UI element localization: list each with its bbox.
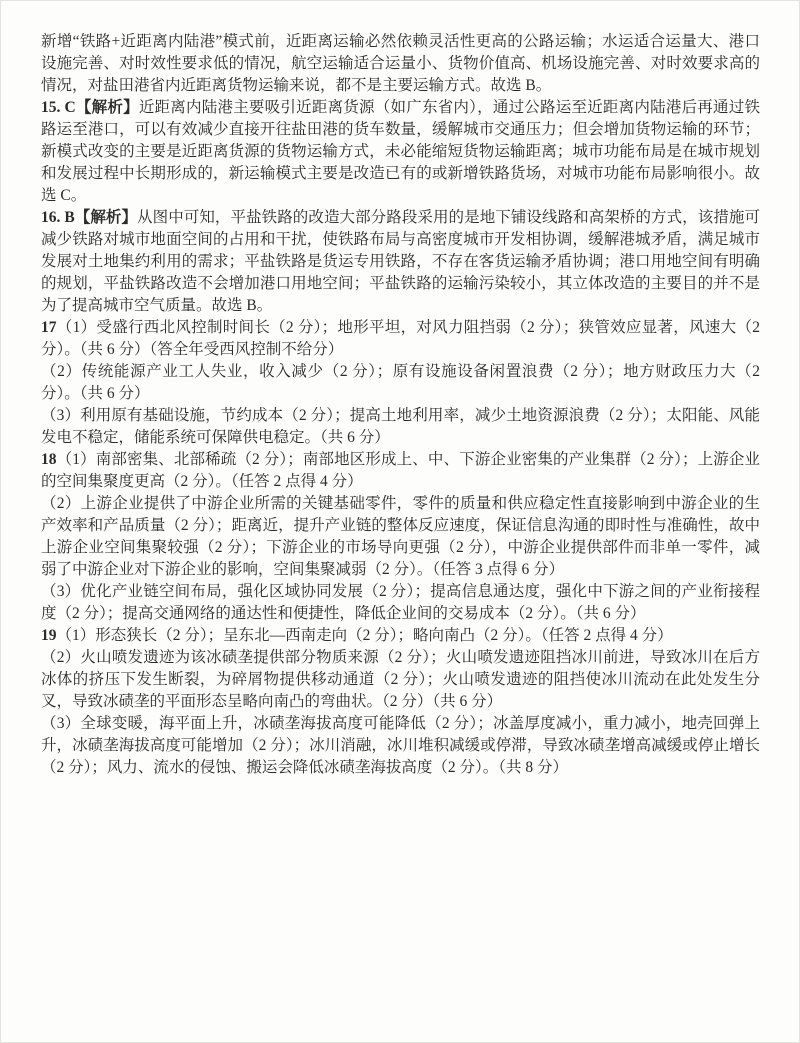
answer-text: 从图中可知，平盐铁路的改造大部分路段采用的是地下铺设线路和高架桥的方式，该措施可减少铁路对城市地面空间的占用和干扰，使铁路布局与高密度城市开发相协调，缓解港城矛盾，满足城市发展对土地集约利用的需求；平盐铁路是货运专用铁路，不存在客货运输矛盾协调；港口用地空间有明确的规划，平盐铁路改造不会增加港口用地空间；平盐铁路的运输污染较小，其立体改造的主要目的并不是为了提高城市空气质量。故选 B。 bbox=[41, 209, 760, 314]
answer-paragraph bbox=[41, 493, 760, 581]
answer-paragraph bbox=[41, 97, 760, 207]
answer-text: （3）全球变暖，海平面上升，冰碛垄海拔高度可能降低（2 分）；冰盖厚度减小，重力减小，地壳回弹上升，冰碛垄海拔高度可能增加（2 分）；冰川消融，冰川堆积减缓或停滞，导致冰碛垄增高减缓或停止增长（2 分）；风力、流水的侵蚀、搬运会降低冰碛垄海拔高度（2 分）。（共 8 分） bbox=[41, 715, 760, 776]
answer-text: 新增“铁路+近距离内陆港”模式前，近距离运输必然依赖灵活性更高的公路运输；水运适合运量大、港口设施完善、对时效性要求低的情况，航空运输适合运量小、货物价值高、机场设施完善、对时效要求高的情况，对盐田港省内近距离货物运输来说，都不是主要运输方式。故选 B。 bbox=[41, 33, 760, 94]
answer-paragraph bbox=[41, 449, 760, 493]
answer-number: 18 bbox=[41, 451, 57, 468]
answer-number: 17 bbox=[41, 319, 57, 336]
answer-number: 19 bbox=[41, 627, 57, 644]
answer-key-content bbox=[1, 1, 799, 779]
answer-text: （1）南部密集、北部稀疏（2 分）；南部地区形成上、中、下游企业密集的产业集群（2 分）；上游企业的空间集聚度更高（2 分）。（任答 2 点得 4 分） bbox=[41, 451, 760, 490]
answer-paragraph bbox=[41, 713, 760, 779]
answer-number: 16. B【解析】 bbox=[41, 209, 138, 226]
answer-text: （2）传统能源产业工人失业，收入减少（2 分）；原有设施设备闲置浪费（2 分）；地方财政压力大（2 分）。（共 6 分） bbox=[41, 363, 760, 402]
answer-paragraph bbox=[41, 581, 760, 625]
answer-paragraph bbox=[41, 405, 760, 449]
answer-text: （2）火山喷发遗迹为该冰碛垄提供部分物质来源（2 分）；火山喷发遗迹阻挡冰川前进，导致冰川在后方冰体的挤压下发生断裂，为碎屑物提供移动通道（2 分）；火山喷发遗迹的阻挡使冰川流动在此处发生分叉，导致冰碛垄的平面形态呈略向南凸的弯曲状。（2 分）（共 6 分） bbox=[41, 649, 760, 710]
answer-paragraph bbox=[41, 317, 760, 361]
answer-number: 15. C【解析】 bbox=[41, 99, 139, 116]
answer-text: （3）优化产业链空间布局，强化区域协同发展（2 分）；提高信息通达度，强化中下游之间的产业衔接程度（2 分）；提高交通网络的通达性和便捷性，降低企业间的交易成本（2 分）。（共 6 分） bbox=[41, 583, 760, 622]
answer-text: （1）受盛行西北风控制时间长（2 分）；地形平坦，对风力阻挡弱（2 分）；狭管效应显著，风速大（2 分）。（共 6 分）（答全年受西风控制不给分） bbox=[41, 319, 760, 358]
answer-text: （2）上游企业提供了中游企业所需的关键基础零件，零件的质量和供应稳定性直接影响到中游企业的生产效率和产品质量（2 分）；距离近，提升产业链的整体反应速度，保证信息沟通的即时性与准确性，故中上游企业空间集聚较强（2 分）；下游企业的市场导向更强（2 分），中游企业提供部件而非单一零件，减弱了中游企业对下游企业的影响，空间集聚减弱（2 分）。（任答 3 点得 6 分） bbox=[41, 495, 760, 578]
answer-paragraph bbox=[41, 625, 760, 647]
answer-text: （1）形态狭长（2 分）；呈东北—西南走向（2 分）；略向南凸（2 分）。（任答 2 点得 4 分） bbox=[56, 627, 673, 644]
answer-paragraph bbox=[41, 207, 760, 317]
answer-text: （3）利用原有基础设施，节约成本（2 分）；提高土地利用率，减少土地资源浪费（2 分）；太阳能、风能发电不稳定，储能系统可保障供电稳定。（共 6 分） bbox=[41, 407, 760, 446]
answer-text: 近距离内陆港主要吸引近距离货源（如广东省内），通过公路运至近距离内陆港后再通过铁路运至港口，可以有效减少直接开往盐田港的货车数量，缓解城市交通压力；但会增加货物运输的环节；新模式改变的主要是近距离货源的货物运输方式，未必能缩短货物运输距离；城市功能布局是在城市规划和发展过程中长期形成的，新运输模式主要是改造已有的或新增铁路货场，对城市功能布局影响很小。故选 C。 bbox=[41, 99, 760, 204]
answer-paragraph bbox=[41, 647, 760, 713]
answer-paragraph bbox=[41, 31, 760, 97]
answer-paragraph bbox=[41, 361, 760, 405]
